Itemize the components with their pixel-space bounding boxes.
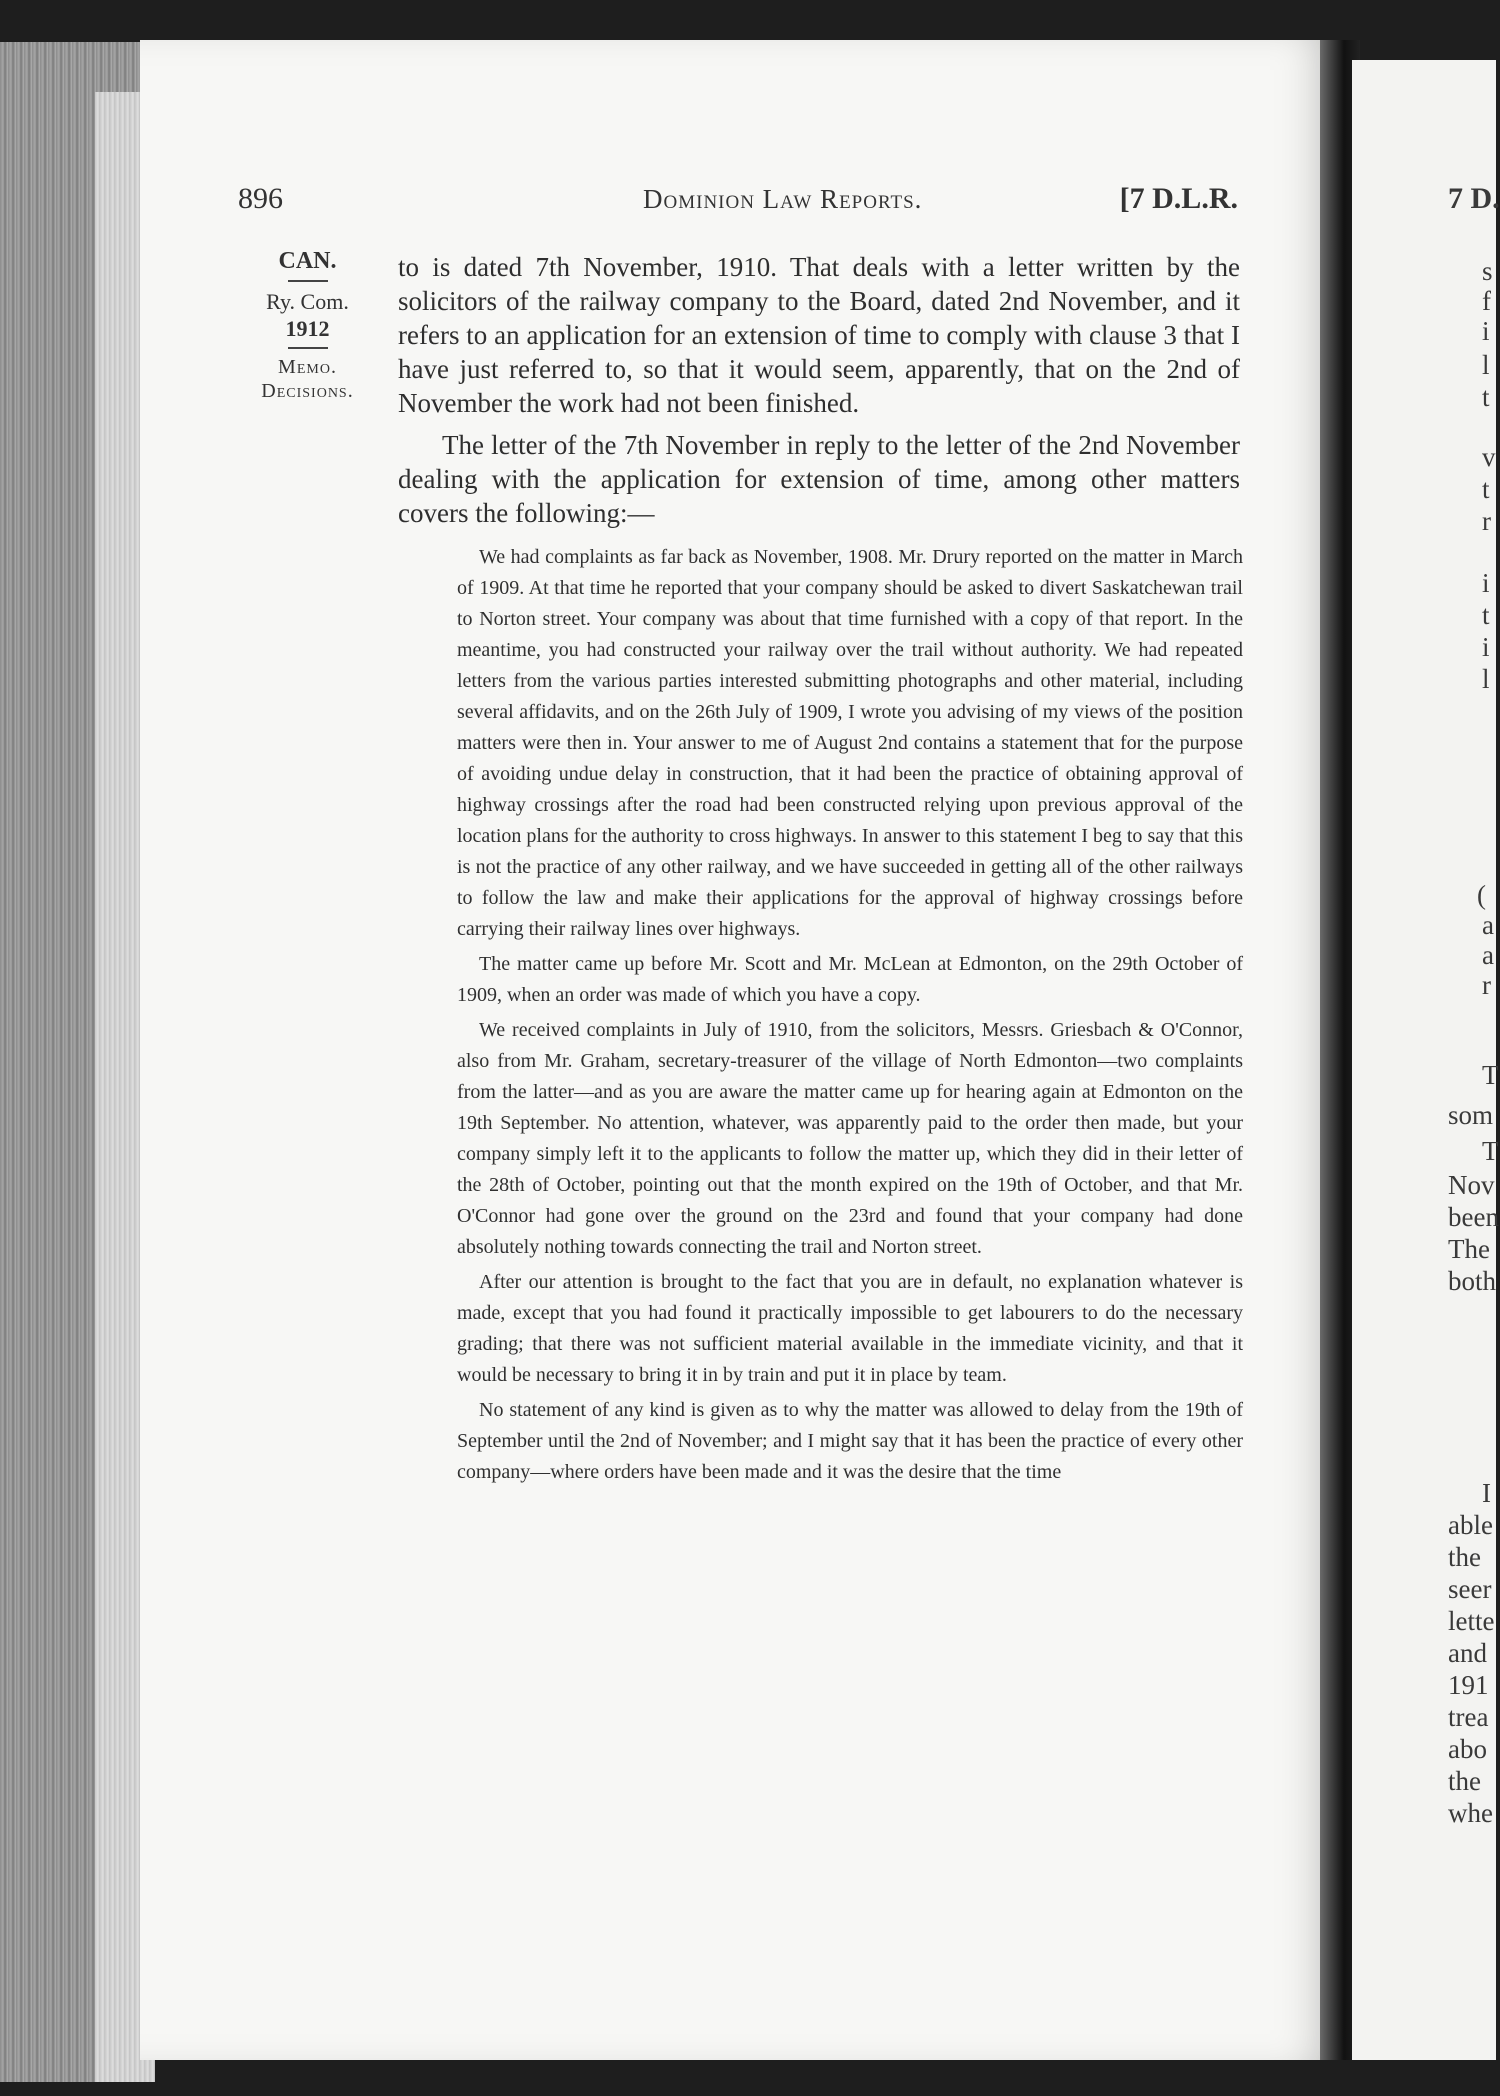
facing-page-fragment: Nov	[1448, 1170, 1495, 1200]
facing-page-fragment: I	[1482, 1478, 1491, 1508]
facing-page-fragment: l	[1482, 350, 1490, 380]
facing-page-fragment: (	[1477, 880, 1486, 910]
side-note-memo: Memo.	[278, 356, 337, 378]
quoted-letter	[457, 542, 1243, 1488]
facing-page-header: 7 D.	[1448, 182, 1500, 215]
facing-page-fragment: 191	[1448, 1670, 1489, 1700]
quote-paragraph: After our attention is brought to the fact that you are in default, no explanation whatever is made, except that you had found it practically impossible to get labourers to do the necessary grading; that there was not sufficient material available in the immediate vicinity, and that it would be necessary to bring it in by train and put it in place by team.	[457, 1271, 1243, 1386]
facing-page-fragment: and	[1448, 1638, 1487, 1668]
page-number: 896	[238, 182, 283, 215]
facing-page	[1352, 60, 1500, 2060]
facing-page-fragment: t	[1482, 600, 1490, 630]
quote-paragraph: The matter came up before Mr. Scott and Mr. McLean at Edmonton, on the 29th October of 1909, when an order was made of which you have a copy.	[457, 953, 1243, 1006]
facing-page-fragment: been	[1448, 1202, 1499, 1232]
facing-page-fragment: t	[1482, 382, 1490, 412]
side-note-year: 1912	[285, 316, 330, 341]
book-page-edges	[0, 42, 150, 2082]
facing-page-fragment: lette	[1448, 1606, 1495, 1636]
facing-page-fragment: l	[1482, 664, 1490, 694]
side-note-jurisdiction: CAN.	[278, 248, 337, 274]
facing-page-fragment: r	[1482, 970, 1491, 1000]
facing-page-fragment: i	[1482, 632, 1490, 662]
facing-page-fragment: the	[1448, 1766, 1481, 1796]
facing-page-fragment: The	[1448, 1234, 1490, 1264]
facing-page-fragment: seer	[1448, 1574, 1492, 1604]
side-note-decisions: Decisions.	[261, 380, 354, 402]
facing-page-fragment: T	[1482, 1136, 1499, 1166]
facing-page-fragment: T	[1482, 1060, 1499, 1090]
quote-paragraph: No statement of any kind is given as to why the matter was allowed to delay from the 19th of September until the 2nd of November; and I might say that it has been the practice of every other company—where orders have been made and it was the desire that the time	[457, 1399, 1243, 1483]
facing-page-fragment: a	[1482, 940, 1494, 970]
side-note-court: Ry. Com.	[266, 289, 349, 314]
facing-page-fragment: able	[1448, 1510, 1493, 1540]
facing-page-fragment: the	[1448, 1542, 1481, 1572]
paragraph: to is dated 7th November, 1910. That deals with a letter written by the solicitors of the railway company to the Board, dated 2nd November, and it refers to an application for an extension of time to comply with clause 3 that I have just referred to, so that it would seem, apparently, that on the 2nd of November the work had not been finished.	[398, 252, 1240, 418]
paragraph: The letter of the 7th November in reply to the letter of the 2nd November dealing with the application for extension of time, among other matters covers the following:—	[398, 430, 1240, 528]
facing-page-fragment: trea	[1448, 1702, 1489, 1732]
side-note-divider	[288, 347, 328, 349]
quote-paragraph: We had complaints as far back as November, 1908. Mr. Drury reported on the matter in March of 1909. At that time he reported that your company should be asked to divert Saskatchewan trail to Norton street. Your company was about that time furnished with a copy of that report. In the meantime, you had constructed your railway over the trail without authority. We had repeated letters from the various parties interested submitting photographs and other material, including several affidavits, and on the 26th July of 1909, I wrote you advising of my views of the position matters were then in. Your answer to me of August 2nd contains a statement that for the purpose of avoiding undue delay in construction, that it had been the practice of obtaining approval of highway crossings after the road had been constructed relying upon previous approval of the location plans for the authority to cross highways. In answer to this statement I beg to say that this is not the practice of any other railway, and we have succeeded in getting all of the other railways to follow the law and make their applications for the approval of highway crossings before carrying their railway lines over highways.	[457, 546, 1243, 940]
facing-page-fragment: i	[1482, 568, 1490, 598]
facing-page-fragment: i	[1482, 316, 1490, 346]
volume-reference: [7 D.L.R.	[1119, 182, 1238, 215]
facing-page-fragment: a	[1482, 910, 1494, 940]
facing-page-fragment: whe	[1448, 1798, 1493, 1828]
running-title: Dominion Law Reports.	[643, 184, 923, 214]
body-text	[398, 250, 1243, 1492]
facing-page-fragment: v	[1482, 442, 1496, 472]
facing-page-fragment: r	[1482, 506, 1491, 536]
side-note-divider	[288, 280, 328, 282]
side-note	[240, 248, 375, 403]
facing-page-fragment: som	[1448, 1100, 1494, 1130]
quote-paragraph: We received complaints in July of 1910, from the solicitors, Messrs. Griesbach & O'Connor, also from Mr. Graham, secretary-treasurer of the village of North Edmonton—two complaints from the latter—and as you are aware the matter came up for hearing again at Edmonton on the 19th September. No attention, whatever, was apparently paid to the order then made, but your company simply left it to the applicants to follow the matter up, which they did in their letter of the 28th of October, pointing out that the month expired on the 19th of October, and that Mr. O'Connor had gone over the ground on the 23rd and found that your company had done absolutely nothing towards connecting the trail and Norton street.	[457, 1019, 1243, 1258]
facing-page-fragment: f	[1482, 286, 1491, 316]
running-header	[238, 182, 1238, 222]
facing-page-fragment: s	[1482, 256, 1493, 286]
facing-page-fragment: abo	[1448, 1734, 1487, 1764]
facing-page-fragment: both	[1448, 1266, 1497, 1296]
facing-page-fragment: t	[1482, 474, 1490, 504]
